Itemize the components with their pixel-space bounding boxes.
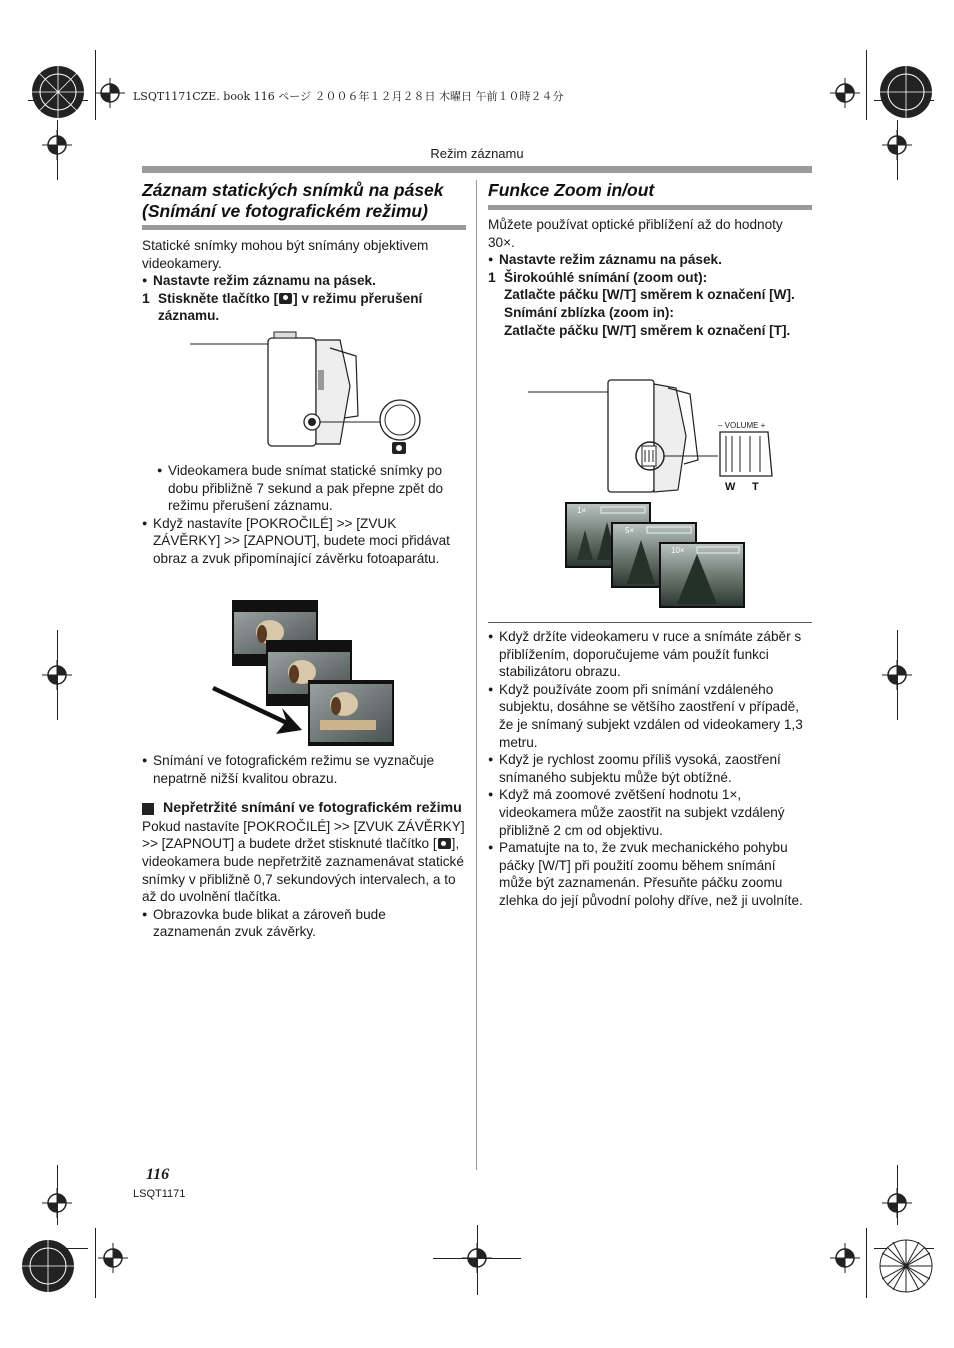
right-notes <box>488 628 812 910</box>
column-divider <box>476 180 477 1170</box>
header-bar <box>142 166 812 173</box>
svg-text:10×: 10× <box>671 546 685 555</box>
w-label: W <box>725 481 736 493</box>
camera-icon <box>438 838 451 849</box>
registration-mark-top-right <box>876 62 936 122</box>
square-icon <box>142 803 154 815</box>
registration-mark-bottom-left <box>18 1236 78 1296</box>
right-set-mode: ● Nastavte režim záznamu na pásek. <box>488 251 812 269</box>
section-label: Režim záznamu <box>430 146 524 161</box>
bullet-shutter-sound: ● Když nastavíte [POKROČILÉ] >> [ZVUK ZÁVĚRKY] >> [ZAPNOUT], budete moci přidávat obraz a zvuk připomínající závěrku fotoaparátu. <box>142 515 466 568</box>
note-item: ● Když je rychlost zoomu příliš vysoká, zaostření snímaného subjektu může být obtížné. <box>488 751 812 786</box>
bullet-quality: ● Snímání ve fotografickém režimu se vyznačuje nepatrně nižší kvalitou obrazu. <box>142 752 466 787</box>
zoom-levels-illustration <box>563 500 749 610</box>
camcorder-photoshot-illustration <box>190 326 430 454</box>
crosshair-mark <box>462 1243 492 1273</box>
volume-label: – VOLUME + <box>718 421 766 430</box>
bullet-blink: ● Obrazovka bude blikat a zároveň bude zaznamenán zvuk závěrky. <box>142 906 466 941</box>
zoom-screen-10x <box>659 542 745 608</box>
crosshair-mark <box>882 1188 912 1218</box>
note-item: ● Když má zoomové zvětšení hodnotu 1×, videokamera může zaostřit na subjekt vzdálený přibližně 2 cm od objektivu. <box>488 786 812 839</box>
left-title-rule <box>142 225 466 230</box>
svg-text:5×: 5× <box>625 526 635 535</box>
right-title: Funkce Zoom in/out <box>488 180 655 200</box>
note-item: ● Pamatujte na to, že zvuk mechanického pohybu páčky [W/T] při použití zoomu během snímání může být zaznamenán. Přesuňte páčku zoomu zlehka do její původní polohy dříve, než ji uvolníte. <box>488 839 812 909</box>
crosshair-mark <box>830 1243 860 1273</box>
left-intro: Statické snímky mohou být snímány objektivem videokamery. <box>142 238 429 271</box>
continuous-heading: Nepřetržité snímání ve fotografickém režimu <box>142 800 466 818</box>
print-info: LSQT1171CZE. book 116 ページ ２００６年１２月２８日 木曜日 午前１０時２４分 <box>133 90 564 103</box>
notes-rule <box>488 622 812 623</box>
note-item: ● Když držíte videokameru v ruce a snímáte záběr s přiblížením, doporučujeme vám použít funkci stabilizátoru obrazu. <box>488 628 812 681</box>
zoom-lever-illustration <box>528 376 788 496</box>
svg-text:1×: 1× <box>577 506 587 515</box>
left-column-mid <box>142 462 466 568</box>
crosshair-mark <box>42 660 72 690</box>
crosshair-mark <box>882 660 912 690</box>
left-set-mode: ● Nastavte režim záznamu na pásek. <box>142 272 466 290</box>
registration-mark-bottom-right <box>876 1236 936 1296</box>
right-column <box>488 180 812 339</box>
crosshair-mark <box>42 1188 72 1218</box>
right-title-rule <box>488 205 812 210</box>
page-number: 116 <box>146 1166 170 1183</box>
right-intro: Můžete používat optické přiblížení až do hodnoty 30×. <box>488 217 783 250</box>
left-column <box>142 180 466 325</box>
registration-mark-top-left <box>28 62 88 122</box>
photo-3 <box>308 680 394 746</box>
photo-stack-illustration <box>210 598 400 748</box>
crosshair-mark <box>95 78 125 108</box>
right-step-1: 1 Širokoúhlé snímání (zoom out): Zatlačte páčku [W/T] směrem k označení [W]. Snímání zblízka (zoom in): Zatlačte páčku [W/T] směrem k označení [T]. <box>488 268 795 338</box>
left-column-bottom <box>142 752 466 941</box>
bullet-still-duration: ● Videokamera bude snímat statické snímky po dobu přibližně 7 sekund a pak přepne zpět do režimu přerušení záznamu. <box>157 462 466 515</box>
left-step-1: 1 Stiskněte tlačítko [ ] v režimu přerušení záznamu. <box>142 289 423 324</box>
note-item: ● Když používáte zoom při snímání vzdáleného subjektu, dosáhne se většího zaostření v případě, že je snímaný subjekt vzdálen od videokamery 1,3 metru. <box>488 681 812 751</box>
crosshair-mark <box>98 1243 128 1273</box>
continuous-text: Pokud nastavíte [POKROČILÉ] >> [ZVUK ZÁVĚRKY] >> [ZAPNOUT] a budete držet stisknuté tlačítko [ ], videokamera bude nepřetržitě zaznamenávat statické snímky v přibližně 0,7 sekundových intervalech, a to až do uvolnění tlačítka. <box>142 818 465 905</box>
crosshair-mark <box>830 78 860 108</box>
document-code: LSQT1171 <box>133 1188 186 1200</box>
camera-icon <box>279 293 292 304</box>
left-title: Záznam statických snímků na pásek (Snímání ve fotografickém režimu) <box>142 180 444 221</box>
t-label: T <box>752 481 759 493</box>
